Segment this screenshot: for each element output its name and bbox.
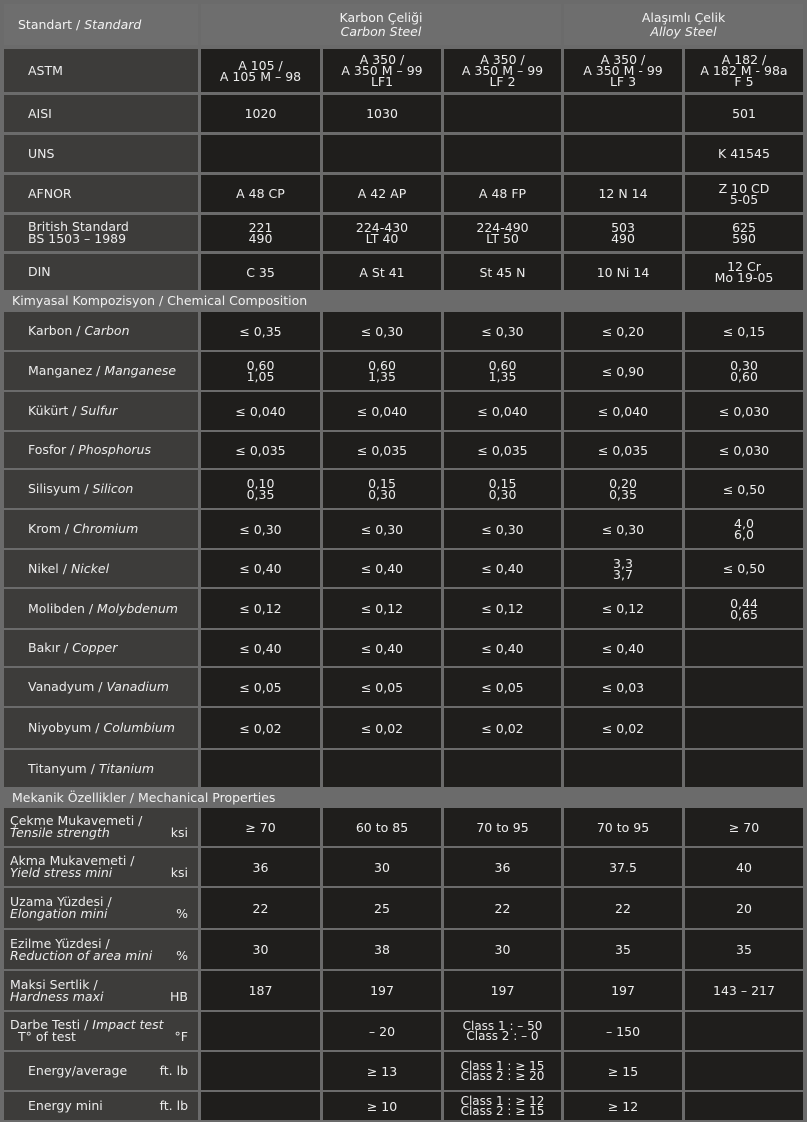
element-label-chromium bbox=[4, 510, 198, 548]
section-mechanical-properties: Mekanik Özellikler / Mechanical Properties bbox=[4, 790, 803, 805]
element-name-en: Chromium bbox=[73, 521, 139, 536]
standard-5-col-2: 224-430 LT 40 bbox=[323, 215, 441, 251]
chem-5-col-1: 0,10 0,35 bbox=[201, 470, 320, 508]
section-chemical-composition: Kimyasal Kompozisyon / Chemical Composition bbox=[4, 293, 803, 308]
mech-8-col-4: ≥ 12 bbox=[564, 1092, 682, 1120]
mech-label-2 bbox=[4, 848, 198, 886]
chem-3-col-1: ≤ 0,040 bbox=[201, 392, 320, 430]
property-unit: ksi bbox=[170, 865, 188, 880]
separator: / bbox=[84, 600, 98, 616]
standard-2-col-3 bbox=[444, 95, 561, 132]
standard-4-col-2: A 42 AP bbox=[323, 175, 441, 212]
mech-8-col-5 bbox=[685, 1092, 803, 1120]
chem-6-col-5: 4,0 6,0 bbox=[685, 510, 803, 548]
header-alloy-steel bbox=[564, 4, 803, 45]
element-name-tr: Manganez bbox=[28, 363, 93, 378]
property-unit: ksi bbox=[170, 825, 188, 840]
mech-2-col-5: 40 bbox=[685, 848, 803, 886]
chem-4-col-2: ≤ 0,035 bbox=[323, 432, 441, 468]
chem-9-col-1: ≤ 0,40 bbox=[201, 630, 320, 666]
chem-11-col-4: ≤ 0,02 bbox=[564, 708, 682, 748]
standard-5-col-1: 221 490 bbox=[201, 215, 320, 251]
chem-3-col-2: ≤ 0,040 bbox=[323, 392, 441, 430]
property-name-tr: Darbe Testi / bbox=[10, 1017, 89, 1032]
chem-10-col-1: ≤ 0,05 bbox=[201, 668, 320, 706]
property-name-tr: Ezilme Yüzdesi / bbox=[10, 935, 110, 951]
header-standard-tr: Standart bbox=[18, 16, 73, 32]
property-unit: % bbox=[176, 906, 188, 921]
chem-10-col-3: ≤ 0,05 bbox=[444, 668, 561, 706]
separator: / bbox=[60, 640, 73, 655]
property-line-2 bbox=[10, 867, 198, 879]
standard-2-col-4 bbox=[564, 95, 682, 132]
separator: / bbox=[94, 679, 107, 694]
chem-7-col-5: ≤ 0,50 bbox=[685, 550, 803, 587]
property-name-en: Reduction of area mini bbox=[10, 947, 153, 963]
standard-label: DIN bbox=[4, 254, 198, 290]
mech-8-col-2: ≥ 10 bbox=[323, 1092, 441, 1120]
standard-5-col-5: 625 590 bbox=[685, 215, 803, 251]
mech-8-col-3: Class 1 : ≥ 12 Class 2 : ≥ 15 bbox=[444, 1092, 561, 1120]
chem-12-col-1 bbox=[201, 750, 320, 787]
standard-6-col-5: 12 Cr Mo 19-05 bbox=[685, 254, 803, 290]
mech-3-col-5: 20 bbox=[685, 888, 803, 928]
property-name-en: Hardness maxi bbox=[10, 988, 104, 1004]
chem-12-col-5 bbox=[685, 750, 803, 787]
standard-6-col-3: St 45 N bbox=[444, 254, 561, 290]
mech-5-col-5: 143 – 217 bbox=[685, 971, 803, 1010]
element-name-tr: Kükürt bbox=[28, 403, 69, 418]
mech-label-3 bbox=[4, 888, 198, 928]
chem-5-col-3: 0,15 0,30 bbox=[444, 470, 561, 508]
property-name-en: Yield stress mini bbox=[10, 865, 113, 880]
chem-3-col-4: ≤ 0,040 bbox=[564, 392, 682, 430]
mech-4-col-3: 30 bbox=[444, 930, 561, 969]
standard-3-col-1 bbox=[201, 135, 320, 172]
standard-label: AISI bbox=[4, 95, 198, 132]
chem-4-col-5: ≤ 0,030 bbox=[685, 432, 803, 468]
standard-6-col-2: A St 41 bbox=[323, 254, 441, 290]
property-line-2 bbox=[10, 908, 198, 920]
chem-11-col-3: ≤ 0,02 bbox=[444, 708, 561, 748]
element-label-phosphorus bbox=[4, 432, 198, 468]
element-name-tr: Silisyum bbox=[28, 481, 81, 496]
element-name-tr: Titanyum bbox=[28, 760, 87, 776]
mech-label-4 bbox=[4, 930, 198, 969]
mech-7-col-4: ≥ 15 bbox=[564, 1052, 682, 1090]
separator: / bbox=[92, 363, 105, 378]
chem-8-col-2: ≤ 0,12 bbox=[323, 589, 441, 628]
header-carbon-en: Carbon Steel bbox=[340, 23, 422, 39]
chem-10-col-5 bbox=[685, 668, 803, 706]
separator: / bbox=[66, 442, 79, 457]
mech-8-col-1 bbox=[201, 1092, 320, 1120]
separator: / bbox=[72, 323, 85, 338]
mech-3-col-3: 22 bbox=[444, 888, 561, 928]
chem-12-col-3 bbox=[444, 750, 561, 787]
mech-4-col-5: 35 bbox=[685, 930, 803, 969]
chem-1-col-5: ≤ 0,15 bbox=[685, 312, 803, 350]
standard-3-col-5: K 41545 bbox=[685, 135, 803, 172]
chem-9-col-3: ≤ 0,40 bbox=[444, 630, 561, 666]
element-label-copper bbox=[4, 630, 198, 666]
mech-1-col-1: ≥ 70 bbox=[201, 808, 320, 846]
standard-4-col-3: A 48 FP bbox=[444, 175, 561, 212]
mech-3-col-1: 22 bbox=[201, 888, 320, 928]
mech-label-6 bbox=[4, 1012, 198, 1050]
property-unit: °F bbox=[174, 1029, 188, 1044]
mech-1-col-5: ≥ 70 bbox=[685, 808, 803, 846]
standard-1-col-1: A 105 / A 105 M – 98 bbox=[201, 49, 320, 92]
property-name: Energy/average bbox=[28, 1063, 128, 1078]
chem-6-col-2: ≤ 0,30 bbox=[323, 510, 441, 548]
mech-7-col-5 bbox=[685, 1052, 803, 1090]
property-unit: ft. lb bbox=[159, 1098, 188, 1113]
property-name-tr: Akma Mukavemeti / bbox=[10, 853, 135, 868]
standard-4-col-1: A 48 CP bbox=[201, 175, 320, 212]
element-name-en: Nickel bbox=[70, 560, 110, 576]
standard-2-col-1: 1020 bbox=[201, 95, 320, 132]
mech-4-col-1: 30 bbox=[201, 930, 320, 969]
chem-4-col-3: ≤ 0,035 bbox=[444, 432, 561, 468]
property-unit: HB bbox=[170, 988, 188, 1004]
chem-1-col-1: ≤ 0,35 bbox=[201, 312, 320, 350]
header-carbon-steel bbox=[201, 4, 561, 45]
chem-2-col-5: 0,30 0,60 bbox=[685, 352, 803, 390]
element-label-columbium bbox=[4, 708, 198, 748]
mech-7-col-3: Class 1 : ≥ 15 Class 2 : ≥ 20 bbox=[444, 1052, 561, 1090]
property-line-2 bbox=[10, 947, 198, 963]
mech-4-col-4: 35 bbox=[564, 930, 682, 969]
mech-7-col-2: ≥ 13 bbox=[323, 1052, 441, 1090]
standard-4-col-4: 12 N 14 bbox=[564, 175, 682, 212]
mech-7-col-1 bbox=[201, 1052, 320, 1090]
separator: / bbox=[91, 720, 104, 735]
chem-6-col-4: ≤ 0,30 bbox=[564, 510, 682, 548]
property-line-2 bbox=[10, 988, 198, 1004]
element-label-vanadium bbox=[4, 668, 198, 706]
chem-8-col-3: ≤ 0,12 bbox=[444, 589, 561, 628]
chem-4-col-4: ≤ 0,035 bbox=[564, 432, 682, 468]
standard-3-col-2 bbox=[323, 135, 441, 172]
property-name-tr: Maksi Sertlik / bbox=[10, 976, 98, 992]
element-name-en: Carbon bbox=[84, 323, 130, 338]
mech-label-8 bbox=[4, 1092, 198, 1120]
chem-8-col-1: ≤ 0,12 bbox=[201, 589, 320, 628]
element-label-nickel bbox=[4, 550, 198, 587]
mech-3-col-4: 22 bbox=[564, 888, 682, 928]
element-name-en: Columbium bbox=[103, 720, 175, 735]
chem-11-col-1: ≤ 0,02 bbox=[201, 708, 320, 748]
property-name-en: Tensile strength bbox=[10, 825, 110, 840]
standard-1-col-3: A 350 / A 350 M – 99 LF 2 bbox=[444, 49, 561, 92]
mech-6-col-1 bbox=[201, 1012, 320, 1050]
chem-7-col-2: ≤ 0,40 bbox=[323, 550, 441, 587]
chem-7-col-3: ≤ 0,40 bbox=[444, 550, 561, 587]
element-name-en: Molybdenum bbox=[97, 600, 178, 616]
chem-2-col-3: 0,60 1,35 bbox=[444, 352, 561, 390]
chem-1-col-3: ≤ 0,30 bbox=[444, 312, 561, 350]
element-name-tr: Molibden bbox=[28, 600, 85, 616]
chem-2-col-4: ≤ 0,90 bbox=[564, 352, 682, 390]
standard-3-col-4 bbox=[564, 135, 682, 172]
mech-label-5 bbox=[4, 971, 198, 1010]
chem-8-col-4: ≤ 0,12 bbox=[564, 589, 682, 628]
standard-6-col-4: 10 Ni 14 bbox=[564, 254, 682, 290]
chem-6-col-3: ≤ 0,30 bbox=[444, 510, 561, 548]
element-name-en: Phosphorus bbox=[78, 442, 151, 457]
property-name-en: Impact test bbox=[92, 1017, 164, 1032]
chem-9-col-2: ≤ 0,40 bbox=[323, 630, 441, 666]
element-name-tr: Fosfor bbox=[28, 442, 67, 457]
mech-2-col-4: 37.5 bbox=[564, 848, 682, 886]
standard-1-col-5: A 182 / A 182 M - 98a F 5 bbox=[685, 49, 803, 92]
chem-2-col-1: 0,60 1,05 bbox=[201, 352, 320, 390]
header-alloy-en: Alloy Steel bbox=[650, 23, 717, 39]
chem-7-col-1: ≤ 0,40 bbox=[201, 550, 320, 587]
element-name-tr: Vanadyum bbox=[28, 679, 95, 694]
element-name-en: Vanadium bbox=[106, 679, 169, 694]
property-unit: % bbox=[176, 947, 188, 963]
mech-1-col-4: 70 to 95 bbox=[564, 808, 682, 846]
mech-6-col-5 bbox=[685, 1012, 803, 1050]
chem-3-col-5: ≤ 0,030 bbox=[685, 392, 803, 430]
mech-1-col-3: 70 to 95 bbox=[444, 808, 561, 846]
mech-6-col-4: – 150 bbox=[564, 1012, 682, 1050]
chem-9-col-4: ≤ 0,40 bbox=[564, 630, 682, 666]
chem-3-col-3: ≤ 0,040 bbox=[444, 392, 561, 430]
element-label-sulfur bbox=[4, 392, 198, 430]
separator: / bbox=[60, 521, 74, 536]
chem-5-col-5: ≤ 0,50 bbox=[685, 470, 803, 508]
mech-5-col-3: 197 bbox=[444, 971, 561, 1010]
chem-11-col-5 bbox=[685, 708, 803, 748]
standard-label: UNS bbox=[4, 135, 198, 172]
separator: / bbox=[68, 403, 81, 418]
element-name-en: Titanium bbox=[98, 760, 155, 776]
header-standard: Standart / Standard bbox=[4, 4, 198, 45]
standard-2-col-5: 501 bbox=[685, 95, 803, 132]
element-label-titanium bbox=[4, 750, 198, 787]
standard-2-col-2: 1030 bbox=[323, 95, 441, 132]
standard-label: British Standard BS 1503 – 1989 bbox=[4, 215, 198, 251]
element-label-manganese bbox=[4, 352, 198, 390]
property-name-en: Elongation mini bbox=[10, 906, 108, 921]
property-unit: ft. lb bbox=[159, 1063, 188, 1078]
chem-5-col-2: 0,15 0,30 bbox=[323, 470, 441, 508]
chem-2-col-2: 0,60 1,35 bbox=[323, 352, 441, 390]
mech-5-col-4: 197 bbox=[564, 971, 682, 1010]
mech-2-col-1: 36 bbox=[201, 848, 320, 886]
chem-1-col-4: ≤ 0,20 bbox=[564, 312, 682, 350]
element-name-en: Sulfur bbox=[80, 403, 118, 418]
standard-1-col-4: A 350 / A 350 M - 99 LF 3 bbox=[564, 49, 682, 92]
mech-5-col-1: 187 bbox=[201, 971, 320, 1010]
mech-6-col-2: – 20 bbox=[323, 1012, 441, 1050]
property-name-tr: Çekme Mukavemeti / bbox=[10, 813, 143, 828]
standard-4-col-5: Z 10 CD 5-05 bbox=[685, 175, 803, 212]
chem-9-col-5 bbox=[685, 630, 803, 666]
mech-5-col-2: 197 bbox=[323, 971, 441, 1010]
chem-12-col-4 bbox=[564, 750, 682, 787]
mech-4-col-2: 38 bbox=[323, 930, 441, 969]
element-name-en: Manganese bbox=[104, 363, 177, 378]
property-sub: T° of test bbox=[18, 1029, 76, 1044]
standard-3-col-3 bbox=[444, 135, 561, 172]
mech-label-7 bbox=[4, 1052, 198, 1090]
property-line-2 bbox=[10, 827, 198, 839]
chem-4-col-1: ≤ 0,035 bbox=[201, 432, 320, 468]
chem-10-col-4: ≤ 0,03 bbox=[564, 668, 682, 706]
mech-6-col-3: Class 1 : – 50 Class 2 : – 0 bbox=[444, 1012, 561, 1050]
standard-6-col-1: C 35 bbox=[201, 254, 320, 290]
property-line-2 bbox=[10, 1031, 198, 1043]
chem-12-col-2 bbox=[323, 750, 441, 787]
element-name-tr: Karbon bbox=[28, 323, 73, 338]
header-carbon-tr: Karbon Çeliği bbox=[339, 9, 423, 25]
element-label-carbon bbox=[4, 312, 198, 350]
chem-8-col-5: 0,44 0,65 bbox=[685, 589, 803, 628]
standard-1-col-2: A 350 / A 350 M – 99 LF1 bbox=[323, 49, 441, 92]
mech-2-col-2: 30 bbox=[323, 848, 441, 886]
separator: / bbox=[86, 760, 99, 776]
mech-2-col-3: 36 bbox=[444, 848, 561, 886]
separator: / bbox=[80, 481, 93, 496]
element-label-molybdenum bbox=[4, 589, 198, 628]
header-alloy-tr: Alaşımlı Çelik bbox=[641, 9, 726, 25]
element-name-tr: Nikel bbox=[28, 560, 59, 576]
property-name: Energy mini bbox=[28, 1098, 103, 1113]
mech-1-col-2: 60 to 85 bbox=[323, 808, 441, 846]
chem-11-col-2: ≤ 0,02 bbox=[323, 708, 441, 748]
separator: / bbox=[58, 560, 71, 576]
standard-5-col-3: 224-490 LT 50 bbox=[444, 215, 561, 251]
property-name-tr: Uzama Yüzdesi / bbox=[10, 894, 112, 909]
element-name-tr: Bakır bbox=[28, 640, 61, 655]
chem-7-col-4: 3,3 3,7 bbox=[564, 550, 682, 587]
standard-label: AFNOR bbox=[4, 175, 198, 212]
element-name-en: Silicon bbox=[92, 481, 134, 496]
element-label-silicon bbox=[4, 470, 198, 508]
header-standard-en: Standard bbox=[84, 16, 142, 32]
mech-label-1 bbox=[4, 808, 198, 846]
mech-3-col-2: 25 bbox=[323, 888, 441, 928]
element-name-tr: Krom bbox=[28, 521, 61, 536]
element-name-tr: Niyobyum bbox=[28, 720, 92, 735]
standard-label: ASTM bbox=[4, 49, 198, 92]
standard-5-col-4: 503 490 bbox=[564, 215, 682, 251]
chem-6-col-1: ≤ 0,30 bbox=[201, 510, 320, 548]
chem-5-col-4: 0,20 0,35 bbox=[564, 470, 682, 508]
chem-1-col-2: ≤ 0,30 bbox=[323, 312, 441, 350]
element-name-en: Copper bbox=[72, 640, 118, 655]
chem-10-col-2: ≤ 0,05 bbox=[323, 668, 441, 706]
